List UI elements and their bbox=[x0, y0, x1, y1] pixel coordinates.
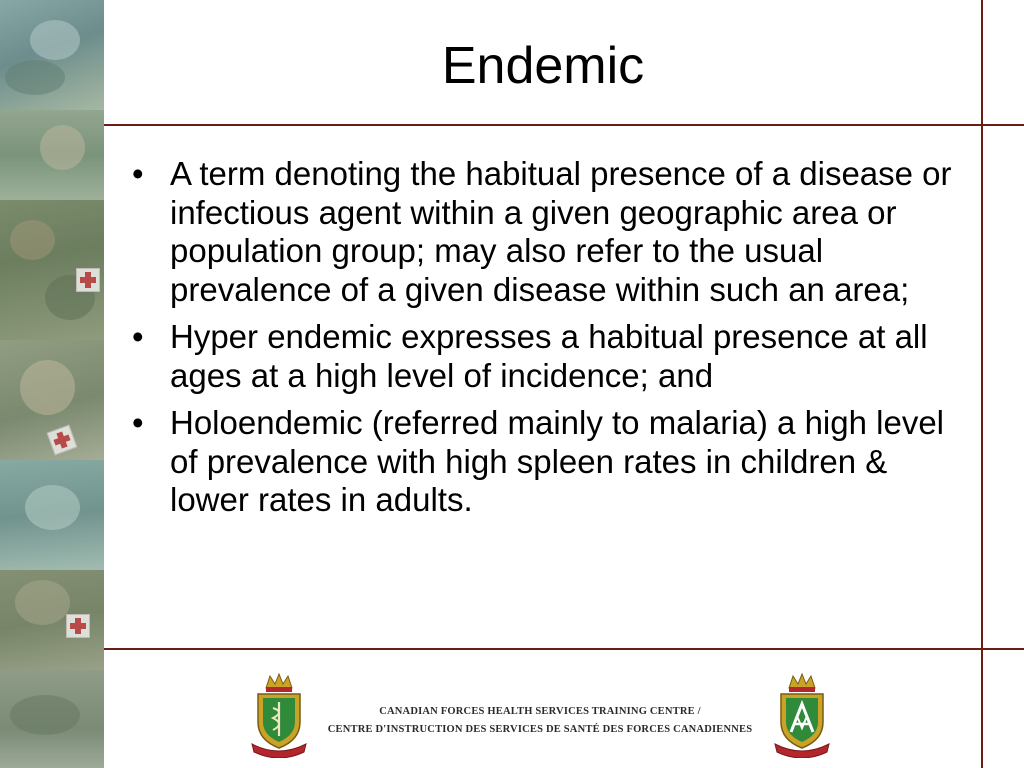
bullet-icon: • bbox=[132, 404, 144, 441]
footer-institution-english: CANADIAN FORCES HEALTH SERVICES TRAINING CENTRE / bbox=[379, 706, 701, 717]
bullet-icon: • bbox=[132, 155, 144, 192]
title-divider-line bbox=[104, 124, 1024, 126]
bullet-item bbox=[132, 404, 962, 520]
bullet-text: A term denoting the habitual presence of a disease or infectious agent within a given geographic area or population group; may also refer to the usual prevalence of a given disease within such an area; bbox=[170, 155, 952, 308]
bullet-item bbox=[132, 155, 962, 309]
right-frame-line bbox=[981, 0, 983, 768]
bullet-text: Holoendemic (referred mainly to malaria) a high level of prevalence with high spleen rates in children & lower rates in adults. bbox=[170, 404, 945, 518]
bullet-icon: • bbox=[132, 318, 144, 355]
footer-institution-french: CENTRE D'INSTRUCTION DES SERVICES DE SANTÉ DES FORCES CANADIENNES bbox=[327, 724, 753, 735]
crest-right-emblem bbox=[769, 672, 835, 758]
footer-divider-line bbox=[104, 648, 1024, 650]
crest-left-emblem bbox=[246, 672, 312, 758]
photo-collage-strip bbox=[0, 0, 104, 768]
slide-title: Endemic bbox=[441, 37, 645, 95]
bullet-text: Hyper endemic expresses a habitual presence at all ages at a high level of incidence; and bbox=[170, 318, 928, 394]
bullet-item bbox=[132, 318, 962, 395]
bullet-list bbox=[132, 155, 962, 529]
